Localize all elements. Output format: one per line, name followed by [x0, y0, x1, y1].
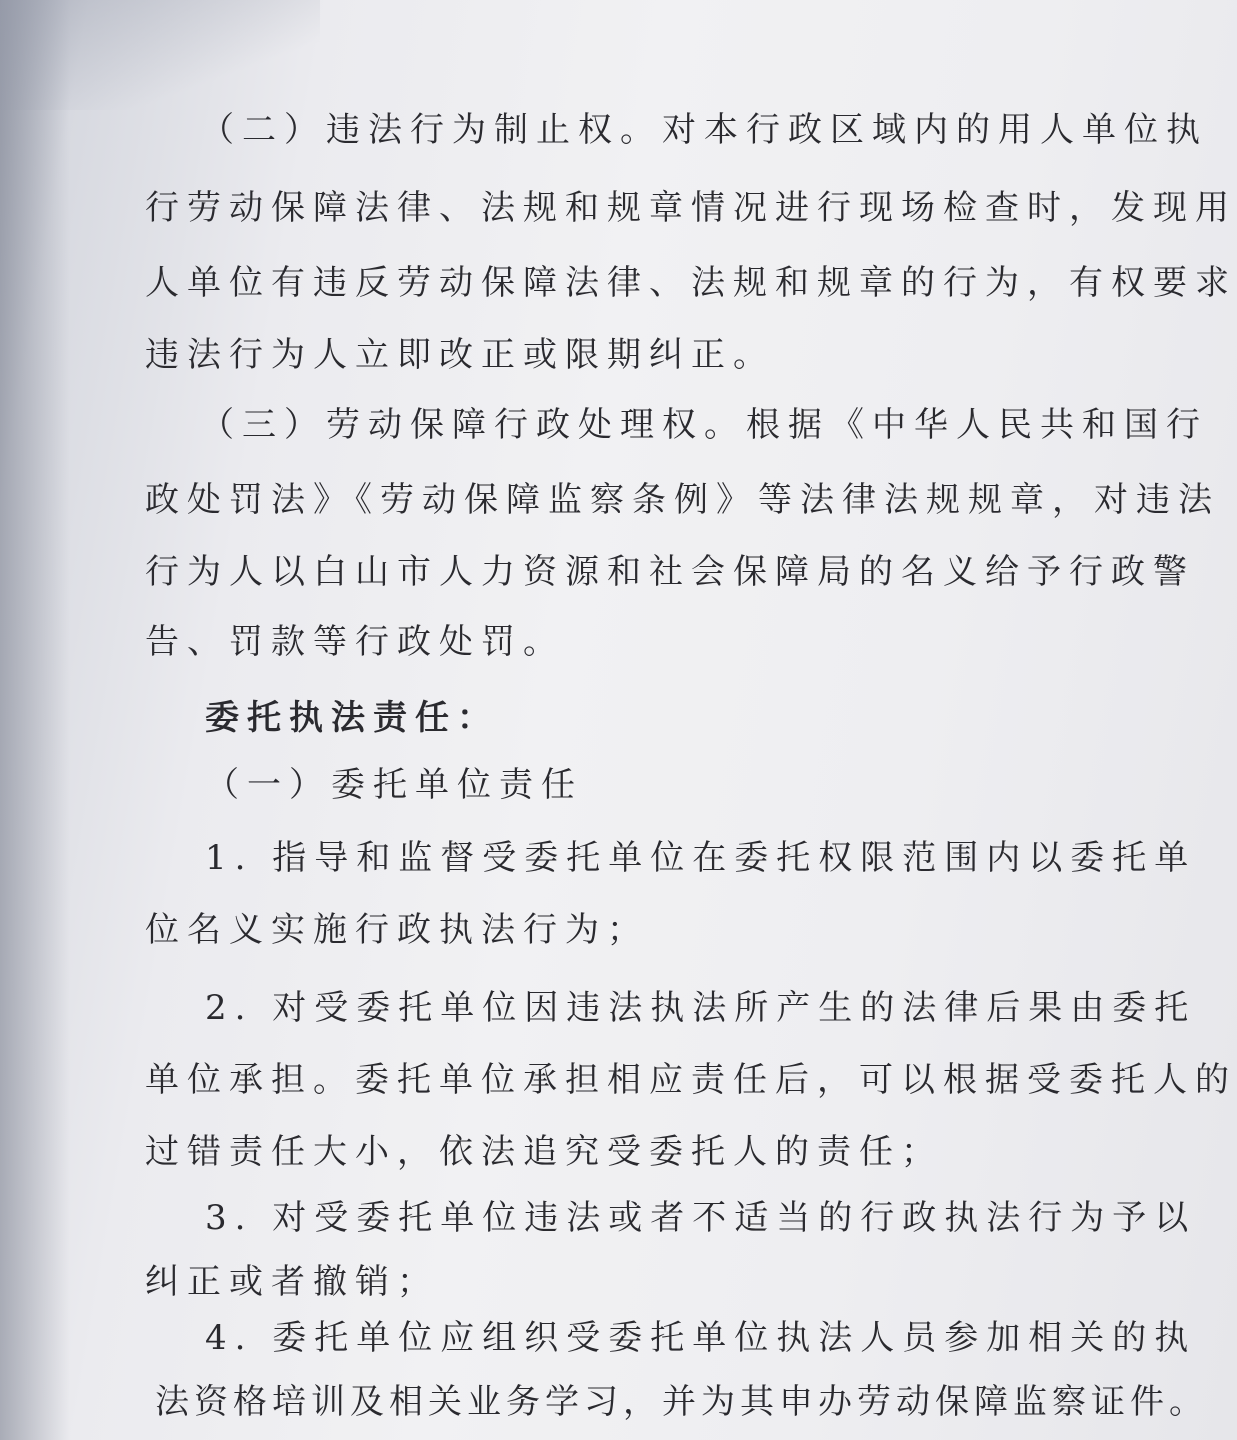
item-3-line-1: 3. 对受委托单位违法或者不适当的行政执法行为予以 [205, 1198, 1197, 1238]
item-2-line-3: 过错责任大小，依法追究受委托人的责任； [145, 1132, 943, 1172]
para-3-line-4: 告、罚款等行政处罚。 [145, 622, 565, 662]
item-1-line-1: 1. 指导和监督受委托单位在委托权限范围内以委托单 [205, 838, 1197, 878]
para-2-line-3: 人单位有违反劳动保障法律、法规和规章的行为，有权要求 [145, 263, 1237, 303]
item-4-line-2: 法资格培训及相关业务学习，并为其申办劳动保障监察证件。 [155, 1382, 1208, 1422]
item-1-line-2: 位名义实施行政执法行为； [145, 910, 649, 950]
para-2-line-4: 违法行为人立即改正或限期纠正。 [145, 335, 775, 375]
item-2-line-2: 单位承担。委托单位承担相应责任后，可以根据受委托人的 [145, 1060, 1237, 1100]
para-2-line-2: 行劳动保障法律、法规和规章情况进行现场检查时，发现用 [145, 188, 1237, 228]
para-3-line-1: （三）劳动保障行政处理权。根据《中华人民共和国行 [200, 405, 1208, 445]
section-heading: 委托执法责任： [205, 698, 499, 738]
item-3-line-2: 纠正或者撤销； [145, 1262, 439, 1302]
para-3-line-2: 政处罚法》《劳动保障监察条例》等法律法规规章，对违法 [145, 480, 1220, 520]
item-2-line-1: 2. 对受委托单位因违法执法所产生的法律后果由委托 [205, 988, 1197, 1028]
para-3-line-3: 行为人以白山市人力资源和社会保障局的名义给予行政警 [145, 552, 1195, 592]
subsection-heading: （一）委托单位责任 [205, 765, 583, 805]
para-2-line-1: （二）违法行为制止权。对本行政区域内的用人单位执 [200, 110, 1208, 150]
item-4-line-1: 4. 委托单位应组织受委托单位执法人员参加相关的执 [205, 1318, 1197, 1358]
